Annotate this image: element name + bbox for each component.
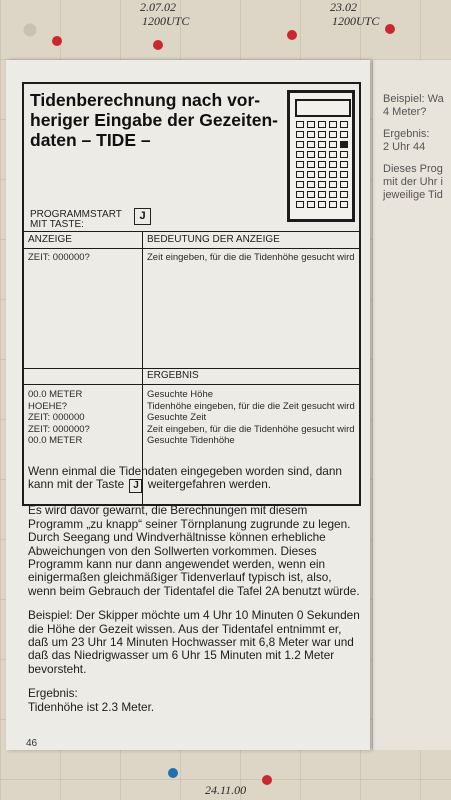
calculator-key — [329, 121, 337, 128]
result-display-line: ZEIT: 000000? — [28, 423, 90, 435]
calculator-key — [329, 181, 337, 188]
calculator-key — [318, 131, 326, 138]
map-handwritten-date: 2.07.02 — [140, 0, 176, 14]
map-marker — [52, 36, 62, 46]
calculator-key — [307, 161, 315, 168]
divider — [24, 384, 359, 385]
adjacent-text: jeweilige Tid — [383, 189, 443, 201]
paragraph: Beispiel: Der Skipper möchte um 4 Uhr 10 Minuten 0 Sekunden die Höhe der Gezeit wissen. Aus der Tidentafel entnimmt er, daß um 23 Uhr 14 Minuten Hochwasser mit 6,8 Meter war und daß das Niedrigwasser um 6 Uhr 15 Minuten mit 1.2 Meter bevorsteht. — [28, 608, 360, 676]
calculator-key — [296, 171, 304, 178]
calculator-key — [329, 161, 337, 168]
calculator-key — [318, 201, 326, 208]
adjacent-text: Ergebnis: — [383, 128, 430, 140]
calculator-screen — [295, 99, 351, 117]
map-marker — [168, 768, 178, 778]
result-value: Tidenhöhe ist 2.3 Meter. — [28, 699, 155, 714]
calculator-key — [296, 201, 304, 208]
adjacent-text: Dieses Prog — [383, 163, 443, 175]
result-display-line: ZEIT: 000000 — [28, 412, 85, 423]
adjacent-page — [372, 60, 451, 750]
paragraph — [28, 687, 360, 714]
result-meaning-line: Zeit eingeben, für die die Tidenhöhe gesucht wird — [147, 423, 355, 435]
calculator-key — [318, 121, 326, 128]
paragraph-text: Wenn einmal die Tidendaten eingegeben worden sind, dann kann mit der Taste — [28, 464, 342, 492]
map-handwritten-date: 23.02 — [330, 0, 357, 14]
calculator-key — [296, 151, 304, 158]
calculator-key — [307, 201, 315, 208]
map-handwritten-time: 1200UTC — [332, 14, 380, 28]
calculator-icon — [287, 90, 355, 222]
result-display-line: 00.0 METER — [28, 435, 83, 446]
calculator-key — [329, 141, 337, 148]
result-display-line: 00.0 METER — [28, 389, 83, 400]
page-title — [30, 90, 288, 150]
paragraph: Es wird davor gewarnt, die Berechnungen mit diesem Programm „zu knapp“ seiner Törnplanung zugrunde zu legen. Durch Seegang und Windverhältnisse können erhebliche Abweichungen von den Sollwerten vorkommen. Dieses Programm kann nur dann angewendet werden, wenn ein einigermaßen gleichmäßiger Tidenverlauf typisch ist, also, wenn beim Gebrauch der Tidentafel die Tafel 2A benutzt würde. — [28, 503, 360, 598]
body-text — [28, 465, 360, 725]
calculator-key — [318, 191, 326, 198]
paragraph-text: weitergefahren werden. — [147, 477, 272, 492]
calculator-key — [329, 151, 337, 158]
map-marker — [385, 24, 395, 34]
program-start-label-line: MIT TASTE: — [30, 219, 84, 230]
column-header-bedeutung: BEDEUTUNG DER ANZEIGE — [147, 234, 280, 245]
ergebnis-header: ERGEBNIS — [147, 370, 199, 381]
calculator-key — [329, 201, 337, 208]
calculator-key — [318, 171, 326, 178]
calculator-key — [296, 191, 304, 198]
calculator-key — [340, 131, 348, 138]
display-zeit-input: ZEIT: 000000? — [28, 252, 90, 263]
calculator-key — [318, 141, 326, 148]
calculator-key — [318, 161, 326, 168]
calculator-key — [307, 131, 315, 138]
program-header — [24, 84, 359, 232]
calculator-key — [307, 141, 315, 148]
book-page — [6, 60, 370, 750]
result-meaning-line: Gesuchte Tidenhöhe — [147, 435, 235, 446]
calculator-key — [340, 171, 348, 178]
adjacent-text: 4 Meter? — [383, 106, 427, 118]
divider — [24, 248, 359, 249]
calculator-key — [329, 171, 337, 178]
calculator-key — [307, 121, 315, 128]
calculator-key — [296, 181, 304, 188]
calculator-key — [329, 191, 337, 198]
column-header-anzeige: ANZEIGE — [28, 234, 72, 245]
program-box — [22, 82, 361, 506]
result-meaning-line: Tidenhöhe eingeben, für die die Zeit gesucht wird — [147, 400, 355, 412]
calculator-key — [307, 191, 315, 198]
map-marker — [153, 40, 163, 50]
program-start-label — [30, 210, 122, 230]
calculator-key — [307, 181, 315, 188]
adjacent-text: 2 Uhr 44 — [383, 141, 426, 153]
calculator-key — [340, 201, 348, 208]
map-marker — [262, 775, 272, 785]
calculator-key — [340, 121, 348, 128]
meaning-zeit-input: Zeit eingeben, für die die Tidenhöhe gesucht wird — [147, 252, 355, 263]
paragraph — [28, 465, 360, 493]
calculator-key — [296, 161, 304, 168]
map-handwritten-date: 24.11.00 — [205, 783, 247, 797]
title-line: daten – TIDE – — [30, 130, 151, 150]
calculator-key — [340, 151, 348, 158]
calculator-key — [318, 181, 326, 188]
calculator-key — [296, 141, 304, 148]
calculator-key — [307, 151, 315, 158]
calculator-key — [340, 191, 348, 198]
map-handwritten-time: 1200UTC — [142, 14, 190, 28]
title-line: heriger Eingabe der Gezeiten- — [30, 110, 278, 130]
calculator-key — [318, 151, 326, 158]
calculator-key — [340, 181, 348, 188]
adjacent-text: mit der Uhr i — [383, 176, 443, 188]
result-meaning-line: Gesuchte Zeit — [147, 412, 207, 423]
calculator-key — [329, 131, 337, 138]
key-j-icon: J — [134, 208, 151, 225]
calculator-key — [296, 121, 304, 128]
program-start-label-line: PROGRAMMSTART — [30, 209, 122, 220]
result-meaning-line: Gesuchte Höhe — [147, 389, 214, 400]
calculator-key — [307, 171, 315, 178]
result-label: Ergebnis: — [28, 686, 78, 701]
divider — [24, 368, 359, 369]
page-number: 46 — [26, 738, 38, 749]
calculator-key — [340, 161, 348, 168]
calculator-keys — [296, 121, 350, 208]
calculator-key — [296, 131, 304, 138]
results-display — [28, 389, 90, 447]
key-j-icon: J — [129, 479, 142, 493]
result-display-line: HOEHE? — [28, 400, 68, 412]
adjacent-text: Beispiel: Wa — [383, 93, 444, 105]
map-marker — [287, 30, 297, 40]
title-line: Tidenberechnung nach vor- — [30, 90, 261, 110]
calculator-key — [340, 141, 348, 148]
results-meaning — [147, 389, 357, 447]
